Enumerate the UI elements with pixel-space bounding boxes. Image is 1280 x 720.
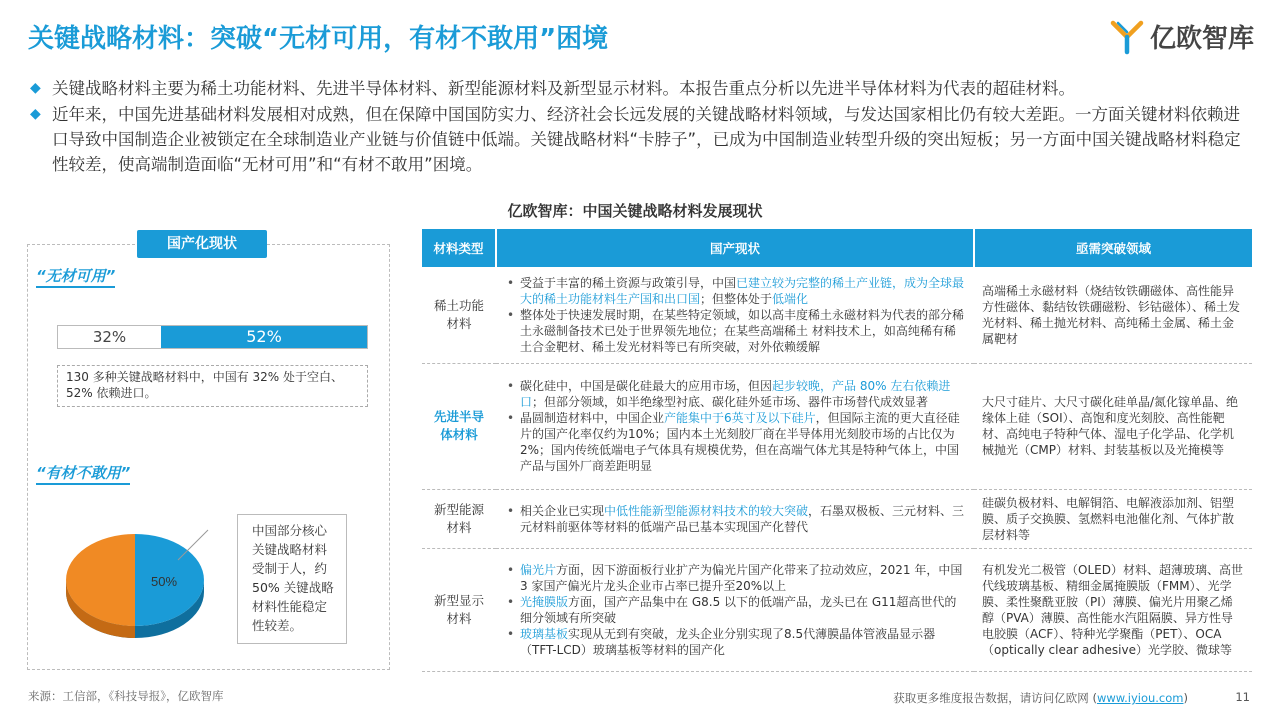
body-text: 方面，因下游面板行业扩产为偏光片国产化带来了拉动效应，2021 年，中国 3 家国产偏光片龙头企业市占率已提升至20%以上 [520,562,963,593]
cell-need: 高端稀土永磁材料（烧结钕铁硼磁体、高性能异方性磁体、黏结钕铁硼磁粉、钐钴磁体）、稀土发光材料、稀土抛光材料、高纯稀土金属、稀土金属靶材 [974,267,1252,363]
current-item [504,275,966,307]
highlight-text: 偏光片 [520,562,557,577]
footer-close-paren: ) [1183,691,1188,705]
current-item [504,378,966,410]
body-text: 实现从无到有突破，龙头企业分别实现了8.5代薄膜晶体管液晶显示器（TFT-LCD）玻璃基板等材料的国产化 [520,626,936,657]
import-dependency-bar [57,325,368,349]
cell-current [496,267,974,363]
table-header-row [422,229,1252,267]
highlight-text: 低端化 [772,291,809,306]
cell-type: 先进半导体材料 [422,363,496,489]
current-item [504,562,966,594]
body-text: 整体处于快速发展时期，在某些特定领域，如以高丰度稀土永磁材料为代表的部分稀土永磁制备技术已处于世界领先地位；在某些高端稀土 材料技术上，如高纯稀有稀土合金靶材、稀土发光材料等已有所突破，对外依赖缓解 [520,307,965,354]
body-text: ；但部分领域，如半绝缘型衬底、碳化硅外延市场、器件市场替代成效显著 [532,395,929,409]
body-text: ，但国际主流的更大直径硅片的国产化率仅约为10%；国内本土光刻胶厂商在半导体用光刻胶市场的占比仅为2%；国内传统低端电子气体具有规模优势，但在高端气体尤其是特种气体上，中国产品与国外厂商差距明显 [520,411,960,473]
current-item [504,503,966,535]
highlight-text: 中低性能新型能源材料技术的较大突破 [604,503,809,518]
body-text: ，石墨双极板、三元材料、三元材料前驱体等材料的低端产品已基本实现国产化替代 [520,503,965,534]
source-note: 来源：工信部，《科技导报》，亿欧智库 [28,689,224,703]
cell-current [496,489,974,548]
bar-right-label: 52% [246,327,282,346]
table-row [422,363,1252,489]
current-item [504,594,966,626]
brand-logo [1110,18,1254,55]
page-title: 关键战略材料：突破“无材可用，有材不敢用”困境 [28,24,609,54]
table-row [422,267,1252,363]
body-text: 晶圆制造材料中，中国企业 [520,411,665,425]
intro-bullet [30,76,1255,101]
panel-badge: 国产化现状 [137,230,267,258]
section-label-dare-not-use: “有材不敢用” [36,462,130,485]
materials-table [422,229,1252,672]
header-type: 材料类型 [422,229,496,267]
highlight-text: 产能集中于6英寸及以下硅片 [664,411,816,425]
logo-icon [1110,19,1144,55]
footer-link[interactable]: www.iyiou.com [1096,691,1184,705]
body-text: 受益于丰富的稀土资源与政策引导，中国 [520,275,737,290]
figure-title: 亿欧智库：中国关键战略材料发展现状 [507,202,763,220]
table-row [422,489,1252,548]
pie-note: 中国部分核心关键战略材料受制于人，约 50% 关键战略材料性能稳定性较差。 [237,514,347,644]
highlight-text: 起步较晚，产品 80% 左右依赖进口 [520,379,951,409]
header-need: 亟需突破领域 [974,229,1252,267]
diamond-icon: ◆ [30,106,41,122]
current-item [504,307,966,355]
cell-type: 新型能源材料 [422,489,496,548]
body-text: ；但整体处于 [700,291,773,306]
current-item [504,410,966,474]
cell-current [496,363,974,489]
section-label-no-material: “无材可用” [36,265,115,288]
body-text: 方面，国产产品集中在 G8.5 以下的低端产品，龙头已在 G11超高世代的细分领域有所突破 [520,594,957,625]
highlight-text: 已建立较为完整的稀土产业链，成为全球最大的稀土功能材料生产国和出口国 [520,275,965,306]
header-current: 国产现状 [496,229,974,267]
footer-more-text: 获取更多维度报告数据，请访问亿欧网 ( [893,691,1097,705]
pie-value-label: 50% [150,574,178,589]
highlight-text: 玻璃基板 [520,626,569,641]
bullet-text: 近年来，中国先进基础材料发展相对成熟，但在保障中国国防实力、经济社会长远发展的关键战略材料领域，与发达国家相比仍有较大差距。一方面关键材料依赖进口导致中国制造企业被锁定在全球制造业产业链与价值链中低端。关键战略材料“卡脖子”，已成为中国制造业转型升级的突出短板；另一方面中国关键战略材料稳定性较差，使高端制造面临“无材可用”和“有材不敢用”困境。 [52,105,1241,174]
footer-more [893,690,1188,706]
intro-bullets [30,76,1255,178]
intro-bullet [30,102,1255,177]
table-row [422,548,1252,671]
body-text: 碳化硅中，中国是碳化硅最大的应用市场，但因 [520,379,773,393]
dependency-note: 130 多种关键战略材料中，中国有 32% 处于空白、52% 依赖进口。 [57,365,368,407]
bar-left-label: 32% [92,328,127,346]
bullet-text: 关键战略材料主要为稀土功能材料、先进半导体材料、新型能源材料及新型显示材料。本报告重点分析以先进半导体材料为代表的超硅材料。 [52,79,1075,98]
logo-text: 亿欧智库 [1149,24,1254,54]
current-item [504,626,966,658]
diamond-icon: ◆ [30,80,41,96]
highlight-text: 光掩膜版 [520,594,569,609]
page-number: 11 [1235,690,1250,704]
cell-current [496,548,974,671]
cell-need: 有机发光二极管（OLED）材料、超薄玻璃、高世代线玻璃基板、精细金属掩膜版（FMM）、光学膜、柔性聚酰亚胺（PI）薄膜、偏光片用聚乙烯醇（PVA）薄膜、高性能水汽阻隔膜、异方性导电胶膜（ACF）、特种光学聚酯（PET）、OCA（optically clear adhesive）光学胶、微球等 [974,548,1252,671]
cell-type: 新型显示材料 [422,548,496,671]
cell-type: 稀土功能材料 [422,267,496,363]
pie-chart [60,520,210,644]
cell-need: 大尺寸硅片、大尺寸碳化硅单晶/氮化镓单晶、绝缘体上硅（SOI）、高饱和度光刻胶、高性能靶材、高纯电子特种气体、湿电子化学品、化学机械抛光（CMP）材料、封装基板以及光掩模等 [974,363,1252,489]
body-text: 相关企业已实现 [520,503,605,518]
cell-need: 硅碳负极材料、电解铜箔、电解液添加剂、铝塑膜、质子交换膜、氢燃料电池催化剂、气体扩散层材料等 [974,489,1252,548]
